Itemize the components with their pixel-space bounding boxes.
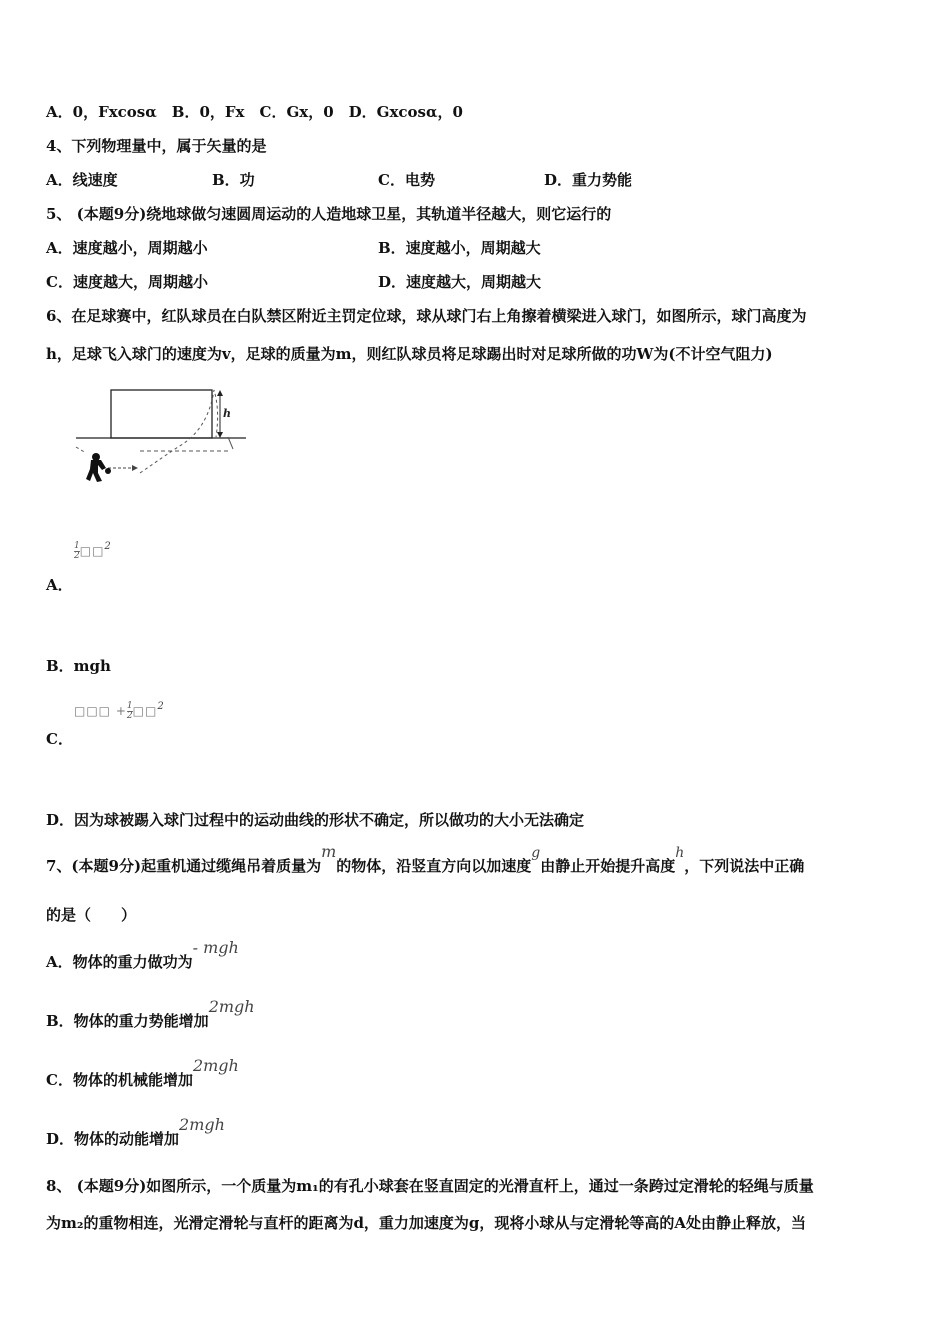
q6-option-a-formula: $\frac{1}{2}$ □□$^2$ xyxy=(74,540,111,561)
q3-options: A．0，Fxcosα B．0，Fx C．Gx，0 D．Gxcosα，0 xyxy=(46,103,463,121)
height-label: h xyxy=(223,407,231,420)
symbol-h: h xyxy=(675,845,685,861)
q7-option-a-formula: - mgh xyxy=(192,938,239,957)
q7-option-b: B．物体的重力势能增加2mgh xyxy=(46,997,255,1030)
q4-option-d: D．重力势能 xyxy=(544,171,633,189)
q7-stem-line1: 7、(本题9分)起重机通过缆绳吊着质量为m的物体，沿竖直方向以加速度g由静止开始提升高度h，下列说法中正确 xyxy=(46,842,805,875)
q8-stem-line1: 8、 (本题9分)如图所示，一个质量为m₁的有孔小球套在竖直固定的光滑直杆上，通过一条跨过定滑轮的轻绳与质量 xyxy=(46,1177,814,1195)
soccer-goal-figure xyxy=(68,385,258,490)
q6-stem-line1: 6、在足球赛中，红队球员在白队禁区附近主罚定位球，球从球门右上角擦着横梁进入球门，如图所示，球门高度为 xyxy=(46,307,807,325)
q5-stem: 5、 (本题9分)绕地球做匀速圆周运动的人造地球卫星，其轨道半径越大，则它运行的 xyxy=(46,205,612,223)
q8-stem-line2: 为m₂的重物相连，光滑定滑轮与直杆的距离为d，重力加速度为g，现将小球从与定滑轮等高的A处由静止释放，当 xyxy=(46,1214,807,1232)
q7-option-d: D．物体的动能增加2mgh xyxy=(46,1115,225,1148)
q7-option-b-formula: 2mgh xyxy=(208,997,255,1016)
q5-option-a: A．速度越小，周期越小 xyxy=(46,239,208,257)
q7-stem-line2: 的是（ ） xyxy=(46,906,137,924)
q5-option-b: B．速度越小，周期越大 xyxy=(378,239,541,257)
q5-option-c: C．速度越大，周期越小 xyxy=(46,273,208,291)
q6-option-d: D．因为球被踢入球门过程中的运动曲线的形状不确定，所以做功的大小无法确定 xyxy=(46,811,585,829)
q4-stem: 4、下列物理量中，属于矢量的是 xyxy=(46,137,267,155)
goal-frame xyxy=(111,390,212,438)
q6-stem-line2: h，足球飞入球门的速度为v，足球的质量为m，则红队球员将足球踢出时对足球所做的功W为(不计空气阻力) xyxy=(46,345,773,363)
q4-option-c: C．电势 xyxy=(378,171,435,189)
player-icon xyxy=(86,453,111,482)
q7-option-a: A．物体的重力做功为- mgh xyxy=(46,938,239,971)
q6-option-b: B．mgh xyxy=(46,657,111,675)
symbol-m: m xyxy=(321,842,337,861)
q7-option-d-formula: 2mgh xyxy=(179,1115,225,1134)
q5-option-d: D．速度越大，周期越大 xyxy=(378,273,542,291)
q7-option-c: C．物体的机械能增加2mgh xyxy=(46,1056,239,1089)
symbol-g: g xyxy=(531,845,541,861)
q4-option-b: B．功 xyxy=(212,171,255,189)
q6-option-c: C． xyxy=(46,730,73,748)
ball-trajectory xyxy=(140,390,218,473)
q7-option-c-formula: 2mgh xyxy=(192,1056,239,1075)
q4-option-a: A．线速度 xyxy=(46,171,118,189)
q6-option-c-formula: □□□ + $\frac{1}{2}$ □□$^2$ xyxy=(74,700,164,721)
q6-option-a: A． xyxy=(46,576,73,594)
